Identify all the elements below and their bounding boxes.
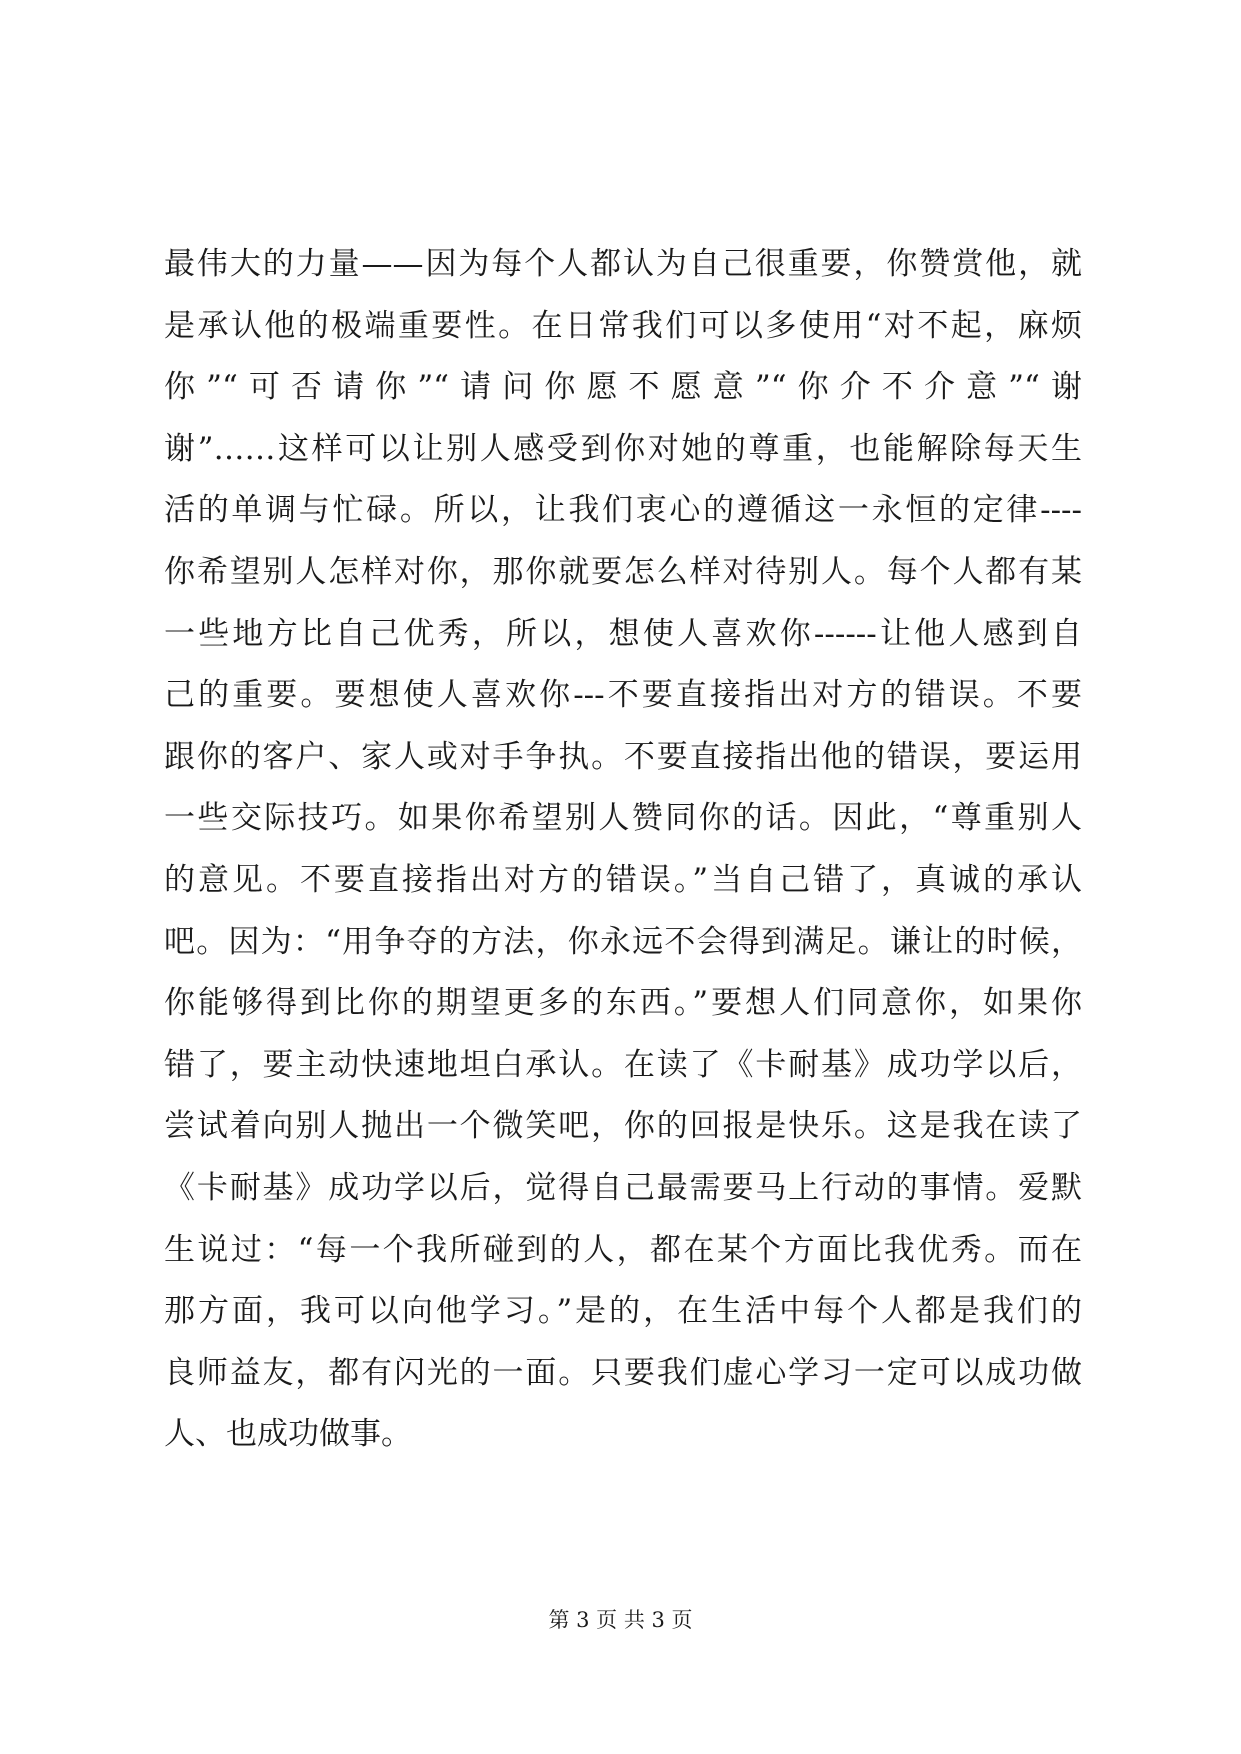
text-line: 人、也成功做事。 [164,1416,412,1453]
body-paragraph [164,234,1082,1466]
text-line: 己的重要。要想使人喜欢你---不要直接指出对方的错误。不要 [164,677,1082,714]
text-line: 尝试着向别人抛出一个微笑吧，你的回报是快乐。这是我在读了 [164,1108,1082,1145]
text-line: 生说过：“每一个我所碰到的人，都在某个方面比我优秀。而在 [164,1231,1082,1268]
text-line: 谢”……这样可以让别人感受到你对她的尊重，也能解除每天生 [164,430,1082,467]
page-number-footer: 第 3 页 共 3 页 [548,1608,693,1632]
text-line: 最伟大的力量——因为每个人都认为自己很重要，你赞赏他，就 [164,246,1082,282]
text-line: 错了，要主动快速地坦白承认。在读了《卡耐基》成功学以后， [164,1046,1082,1083]
text-line: 那方面，我可以向他学习。”是的，在生活中每个人都是我们的 [164,1293,1082,1330]
text-line: 的意见。不要直接指出对方的错误。”当自己错了，真诚的承认 [164,861,1082,898]
text-line: 一些交际技巧。如果你希望别人赞同你的话。因此，“尊重别人 [164,800,1082,837]
text-line: 跟你的客户、家人或对手争执。不要直接指出他的错误，要运用 [164,738,1082,775]
text-line: 你能够得到比你的期望更多的东西。”要想人们同意你，如果你 [164,985,1082,1022]
text-line: 《卡耐基》成功学以后，觉得自己最需要马上行动的事情。爱默 [164,1169,1082,1206]
text-line: 活的单调与忙碌。所以，让我们衷心的遵循这一永恒的定律---- [164,492,1082,529]
text-line: 你”“可否请你”“请问你愿不愿意”“你介不介意”“谢 [164,369,1082,406]
text-line: 一些地方比自己优秀，所以，想使人喜欢你------让他人感到自 [164,615,1082,652]
text-line: 是承认他的极端重要性。在日常我们可以多使用“对不起，麻烦 [164,307,1082,344]
text-line: 你希望别人怎样对你，那你就要怎么样对待别人。每个人都有某 [164,553,1082,590]
text-line: 良师益友，都有闪光的一面。只要我们虚心学习一定可以成功做 [164,1354,1082,1391]
text-line: 吧。因为：“用争夺的方法，你永远不会得到满足。谦让的时候， [164,923,1082,960]
